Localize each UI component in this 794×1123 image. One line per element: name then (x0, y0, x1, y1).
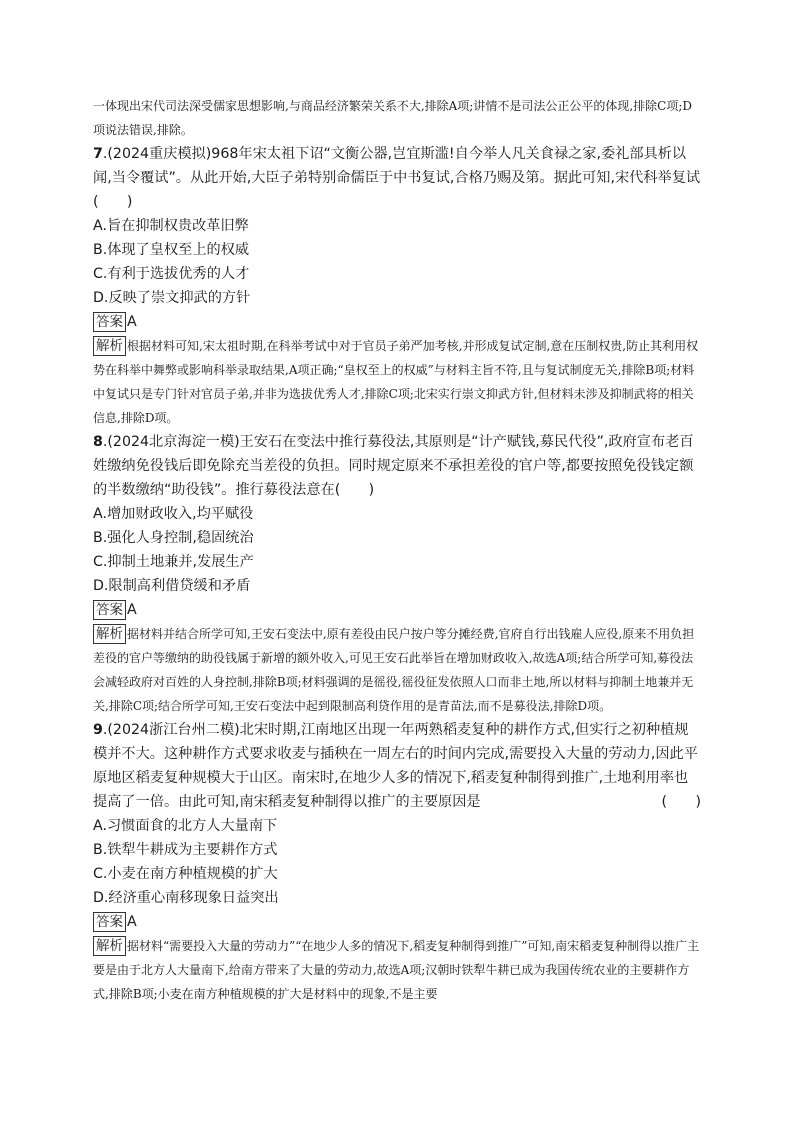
analysis-text: 据材料并结合所学可知,王安石变法中,原有差役由民户按户等分摊经费,官府自行出钱雇人应役,原来不用负担差役的官户等缴纳的助役钱属于新增的额外收入,可见王安石此举旨在增加财政收入,故选A项;结合所学可知,募役法会减轻政府对百姓的人身控制,排除B项;材料强调的是徭役,徭役征发依照人口而非土地,所以材料与抑制土地兼并无关,排除C项;结合所学可知,王安石变法中起到限制高利贷作用的是青苗法,而不是募役法,排除D项。 (93, 627, 695, 713)
question-text: .(2024北京海淀一模)王安石在变法中推行募役法,其原则是“计产赋钱,募民代役”,政府宣布老百姓缴纳免役钱后即免除充当差役的负担。同时规定原来不承担差役的官户等,都要按照免役钱定额的半数缴纳“助役钱”。推行募役法意在( ) (93, 434, 694, 498)
analysis-tag: 解析 (93, 936, 126, 956)
question-9 (93, 718, 701, 1006)
analysis-text: 据材料“需要投入大量的劳动力”“在地少人多的情况下,稻麦复种制得到推广”可知,南宋稻麦复种制得以推广主要是由于北方人大量南下,给南方带来了大量的劳动力,故选A项;汉朝时铁犁牛耕已成为我国传统农业的主要耕作方式,排除B项;小麦在南方种植规模的扩大是材料中的现象,不是主要 (93, 939, 700, 1001)
option-c: C.抑制土地兼并,发展生产 (93, 554, 254, 570)
answer-tag: 答案 (93, 912, 126, 932)
page-content (93, 94, 701, 1006)
answer-blank: ( ) (661, 794, 701, 810)
question-text: .(2024浙江台州二模)北宋时期,江南地区出现一年两熟稻麦复种的耕作方式,但实行之初种植规模并不大。这种耕作方式要求收麦与插秧在一周左右的时间内完成,需要投入大量的劳动力,因此平原地区稻麦复种规模大于山区。南宋时,在地少人多的情况下,稻麦复种制得到推广,土地利用率也提高了一倍。由此可知,南宋稻麦复种制得以推广的主要原因是 (93, 722, 698, 810)
option-c: C.有利于选拔优秀的人才 (93, 266, 250, 282)
analysis-paragraph (93, 334, 701, 430)
answer-value: A (127, 602, 137, 618)
analysis-tag: 解析 (93, 336, 126, 356)
option-a: A.旨在抑制权贵改革旧弊 (93, 218, 249, 234)
question-number: 7 (93, 146, 103, 162)
previous-analysis-continuation: 一体现出宋代司法深受儒家思想影响,与商品经济繁荣关系不大,排除A项;讲情不是司法公正公平的体现,排除C项;D项说法错误,排除。 (93, 99, 693, 137)
option-d: D.反映了崇文抑武的方针 (93, 290, 251, 306)
question-number: 8 (93, 434, 103, 450)
analysis-paragraph (93, 622, 701, 718)
answer-line (93, 310, 701, 334)
question-7 (93, 142, 701, 430)
option-d: D.经济重心南移现象日益突出 (93, 890, 279, 906)
question-stem (93, 718, 701, 814)
question-stem (93, 430, 701, 502)
answer-value: A (127, 314, 137, 330)
answer-value: A (127, 914, 137, 930)
analysis-paragraph (93, 934, 701, 1006)
answer-line (93, 598, 701, 622)
answer-tag: 答案 (93, 600, 126, 620)
question-number: 9 (93, 722, 103, 738)
option-b: B.铁犁牛耕成为主要耕作方式 (93, 842, 278, 858)
answer-line (93, 910, 701, 934)
option-d: D.限制高利借贷缓和矛盾 (93, 578, 251, 594)
question-8 (93, 430, 701, 718)
analysis-text: 根据材料可知,宋太祖时期,在科举考试中对于官员子弟严加考核,并形成复试定制,意在压制权贵,防止其利用权势在科举中舞弊或影响科举录取结果,A项正确;“皇权至上的权威”与材料主旨不符,且与复试制度无关,排除B项;材料中复试只是专门针对官员子弟,并非为选拔优秀人才,排除C项;北宋实行崇文抑武方针,但材料未涉及抑制武将的相关信息,排除D项。 (93, 339, 699, 425)
answer-tag: 答案 (93, 312, 126, 332)
question-stem (93, 142, 701, 214)
question-text: .(2024重庆模拟)968年宋太祖下诏“文衡公器,岂宜斯滥!自今举人凡关食禄之家,委礼部具析以闻,当令覆试”。从此开始,大臣子弟特别命儒臣于中书复试,合格乃赐及第。据此可知,宋代科举复试( ) (93, 146, 701, 210)
option-a: A.增加财政收入,均平赋役 (93, 506, 254, 522)
option-b: B.强化人身控制,稳固统治 (93, 530, 254, 546)
option-c: C.小麦在南方种植规模的扩大 (93, 866, 278, 882)
option-b: B.体现了皇权至上的权威 (93, 242, 250, 258)
analysis-tag: 解析 (93, 624, 126, 644)
option-a: A.习惯面食的北方人大量南下 (93, 818, 278, 834)
